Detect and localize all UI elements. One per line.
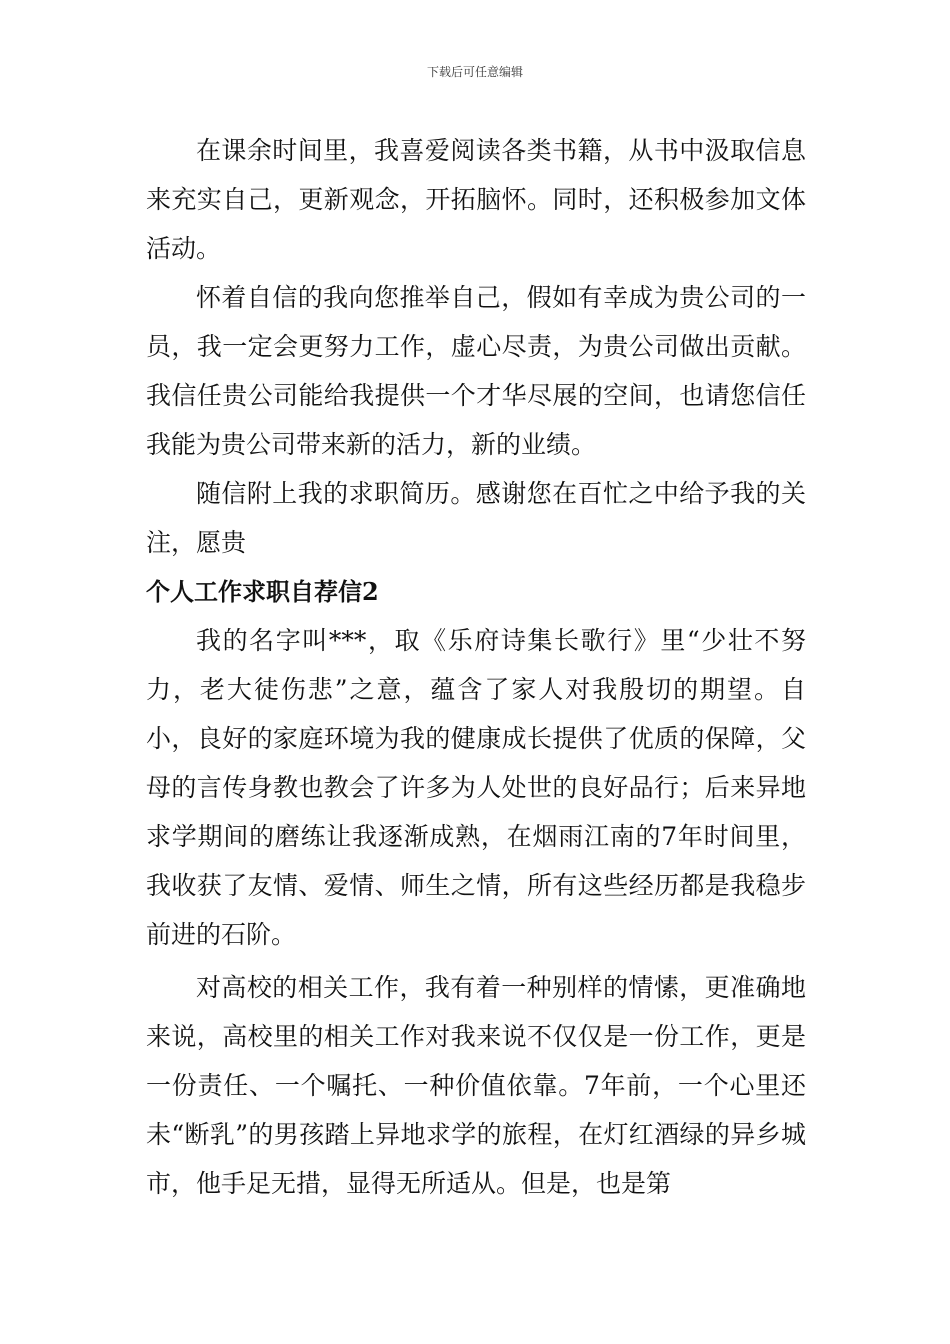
paragraph: 对高校的相关工作，我有着一种别样的情愫，更准确地来说，高校里的相关工作对我来说不仅仅是一份工作，更是一份责任、一个嘱托、一种价值依靠。7年前，一个心里还未“断乳”的男孩踏上异地求学的旅程，在灯红酒绿的异乡城市，他手足无措，显得无所适从。但是，也是第 xyxy=(146,973,806,1198)
paragraph: 我的名字叫***，取《乐府诗集长歌行》里“少壮不努力，老大徒伤悲”之意，蕴含了家人对我殷切的期望。自小，良好的家庭环境为我的健康成长提供了优质的保障，父母的言传身教也教会了许多为人处世的良好品行；后来异地求学期间的磨练让我逐渐成熟，在烟雨江南的7年时间里，我收获了友情、爱情、师生之情，所有这些经历都是我稳步前进的石阶。 xyxy=(146,626,806,949)
document-body xyxy=(146,126,806,1208)
paragraph: 怀着自信的我向您推举自己，假如有幸成为贵公司的一员，我一定会更努力工作，虚心尽责，为贵公司做出贡献。我信任贵公司能给我提供一个才华尽展的空间，也请您信任我能为贵公司带来新的活力，新的业绩。 xyxy=(146,283,806,459)
page-header: 下载后可任意编辑 xyxy=(426,65,523,79)
paragraph: 在课余时间里，我喜爱阅读各类书籍，从书中汲取信息来充实自己，更新观念，开拓脑怀。同时，还积极参加文体活动。 xyxy=(146,136,806,263)
paragraph: 随信附上我的求职简历。感谢您在百忙之中给予我的关注，愿贵 xyxy=(146,479,806,557)
section-title: 个人工作求职自荐信2 xyxy=(146,577,379,606)
